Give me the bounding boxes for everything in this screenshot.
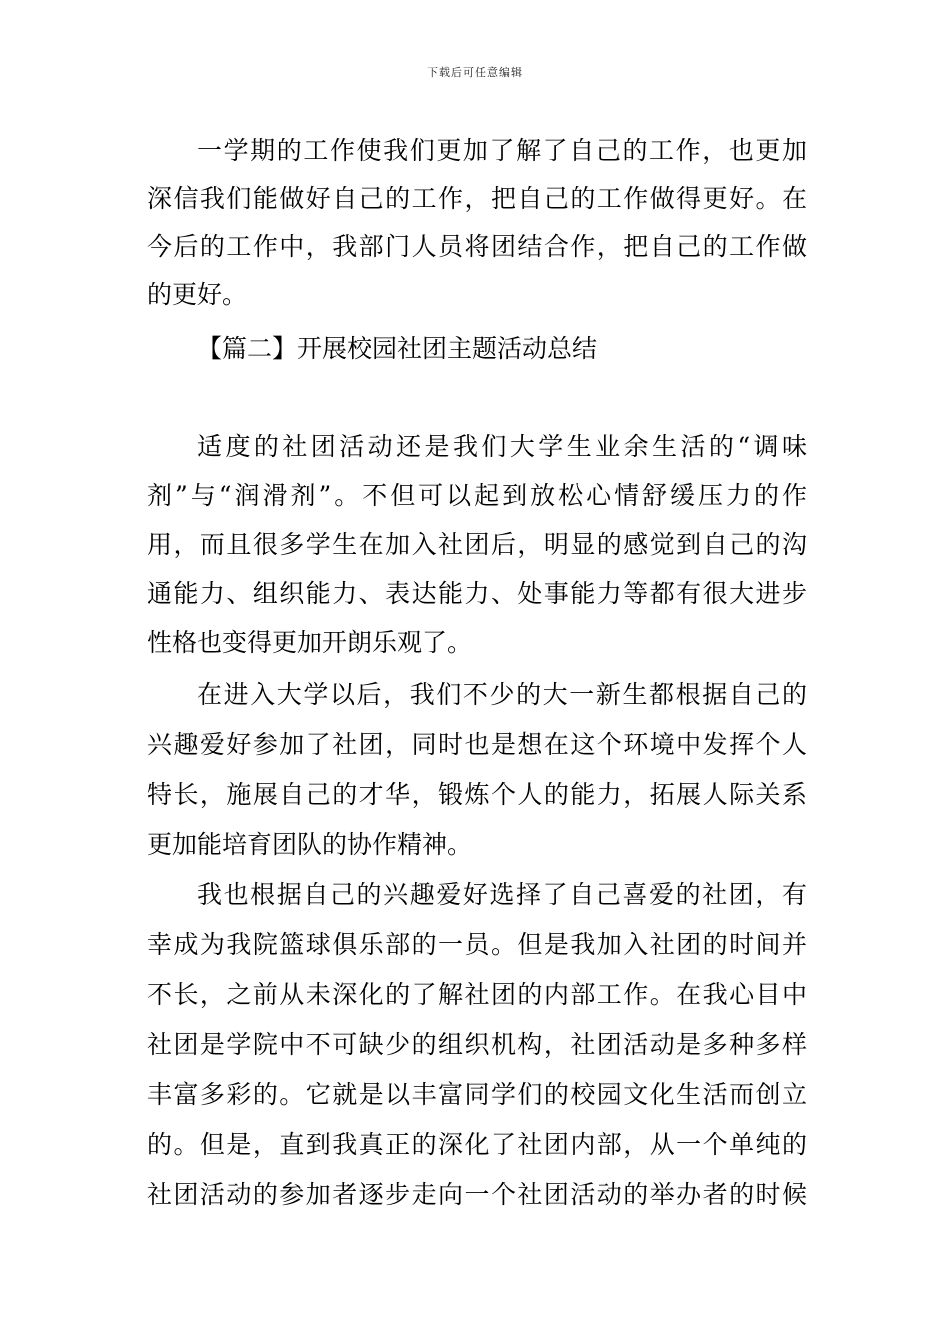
- text-line: 在进入大学以后，我们不少的大一新生都根据自己的: [197, 680, 807, 709]
- text-line: 特长，施展自己的才华，锻炼个人的能力，拓展人际关系: [147, 780, 807, 809]
- text-line: 兴趣爱好参加了社团，同时也是想在这个环境中发挥个人: [147, 730, 807, 759]
- section-heading: 【篇二】开展校园社团主题活动总结: [197, 334, 598, 363]
- text-line: 一学期的工作使我们更加了解了自己的工作，也更加: [197, 136, 807, 165]
- text-line: 的。但是，直到我真正的深化了社团内部，从一个单纯的: [147, 1130, 807, 1159]
- text-line: 深信我们能做好自己的工作，把自己的工作做得更好。在: [147, 184, 807, 213]
- text-line: 性格也变得更加开朗乐观了。: [147, 628, 473, 657]
- text-line: 的更好。: [147, 280, 248, 309]
- text-line: 今后的工作中，我部门人员将团结合作，把自己的工作做: [147, 232, 807, 261]
- text-line: 用，而且很多学生在加入社团后，明显的感觉到自己的沟: [147, 530, 807, 559]
- text-line: 丰富多彩的。它就是以丰富同学们的校园文化生活而创立: [147, 1080, 807, 1109]
- page-header: 下载后可任意编辑: [427, 66, 523, 79]
- text-line: 社团是学院中不可缺少的组织机构，社团活动是多种多样: [147, 1030, 807, 1059]
- text-line: 我也根据自己的兴趣爱好选择了自己喜爱的社团，有: [197, 880, 807, 909]
- text-line: 更加能培育团队的协作精神。: [147, 830, 473, 859]
- text-line: 不长，之前从未深化的了解社团的内部工作。在我心目中: [147, 980, 807, 1009]
- text-line: 适度的社团活动还是我们大学生业余生活的“调味: [197, 432, 807, 461]
- text-line: 通能力、组织能力、表达能力、处事能力等都有很大进步: [147, 579, 807, 608]
- text-line: 幸成为我院篮球俱乐部的一员。但是我加入社团的时间并: [147, 930, 807, 959]
- text-line: 剂”与“润滑剂”。不但可以起到放松心情舒缓压力的作: [147, 481, 807, 510]
- text-line: 社团活动的参加者逐步走向一个社团活动的举办者的时候: [147, 1180, 807, 1209]
